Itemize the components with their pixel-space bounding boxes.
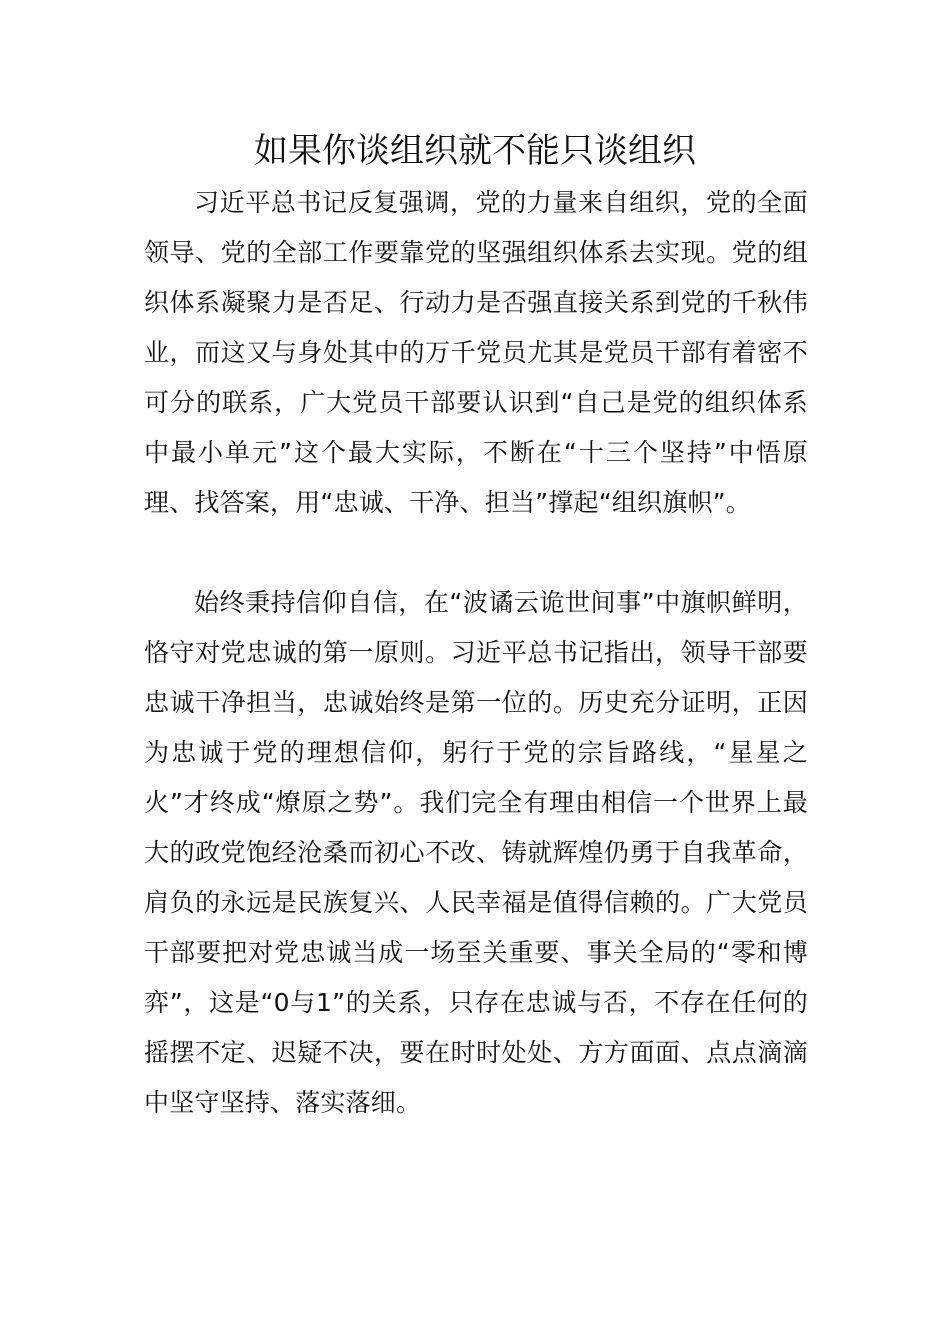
document-body [144,178,808,1128]
document-title: 如果你谈组织就不能只谈组织 [254,131,696,171]
paragraph-2: 始终秉持信仰自信，在“波谲云诡世间事”中旗帜鲜明，恪守对党忠诚的第一原则。习近平总书记指出，领导干部要忠诚干净担当，忠诚始终是第一位的。历史充分证明，正因为忠诚于党的理想信仰，躬行于党的宗旨路线，“星星之火”才终成“燎原之势”。我们完全有理由相信一个世界上最大的政党饱经沧桑而初心不改、铸就辉煌仍勇于自我革命，肩负的永远是民族复兴、人民幸福是值得信赖的。广大党员干部要把对党忠诚当成一场至关重要、事关全局的“零和博弈”，这是“0与1”的关系，只存在忠诚与否，不存在任何的摇摆不定、迟疑不决，要在时时处处、方方面面、点点滴滴中坚守坚持、落实落细。 [144,588,808,1117]
paragraph-1: 习近平总书记反复强调，党的力量来自组织，党的全面领导、党的全部工作要靠党的坚强组织体系去实现。党的组织体系凝聚力是否足、行动力是否强直接关系到党的千秋伟业，而这又与身处其中的万千党员尤其是党员干部有着密不可分的联系，广大党员干部要认识到“自己是党的组织体系中最小单元”这个最大实际，不断在“十三个坚持”中悟原理、找答案，用“忠诚、干净、担当”撑起“组织旗帜”。 [144,188,808,517]
paragraph-spacer [144,528,808,578]
